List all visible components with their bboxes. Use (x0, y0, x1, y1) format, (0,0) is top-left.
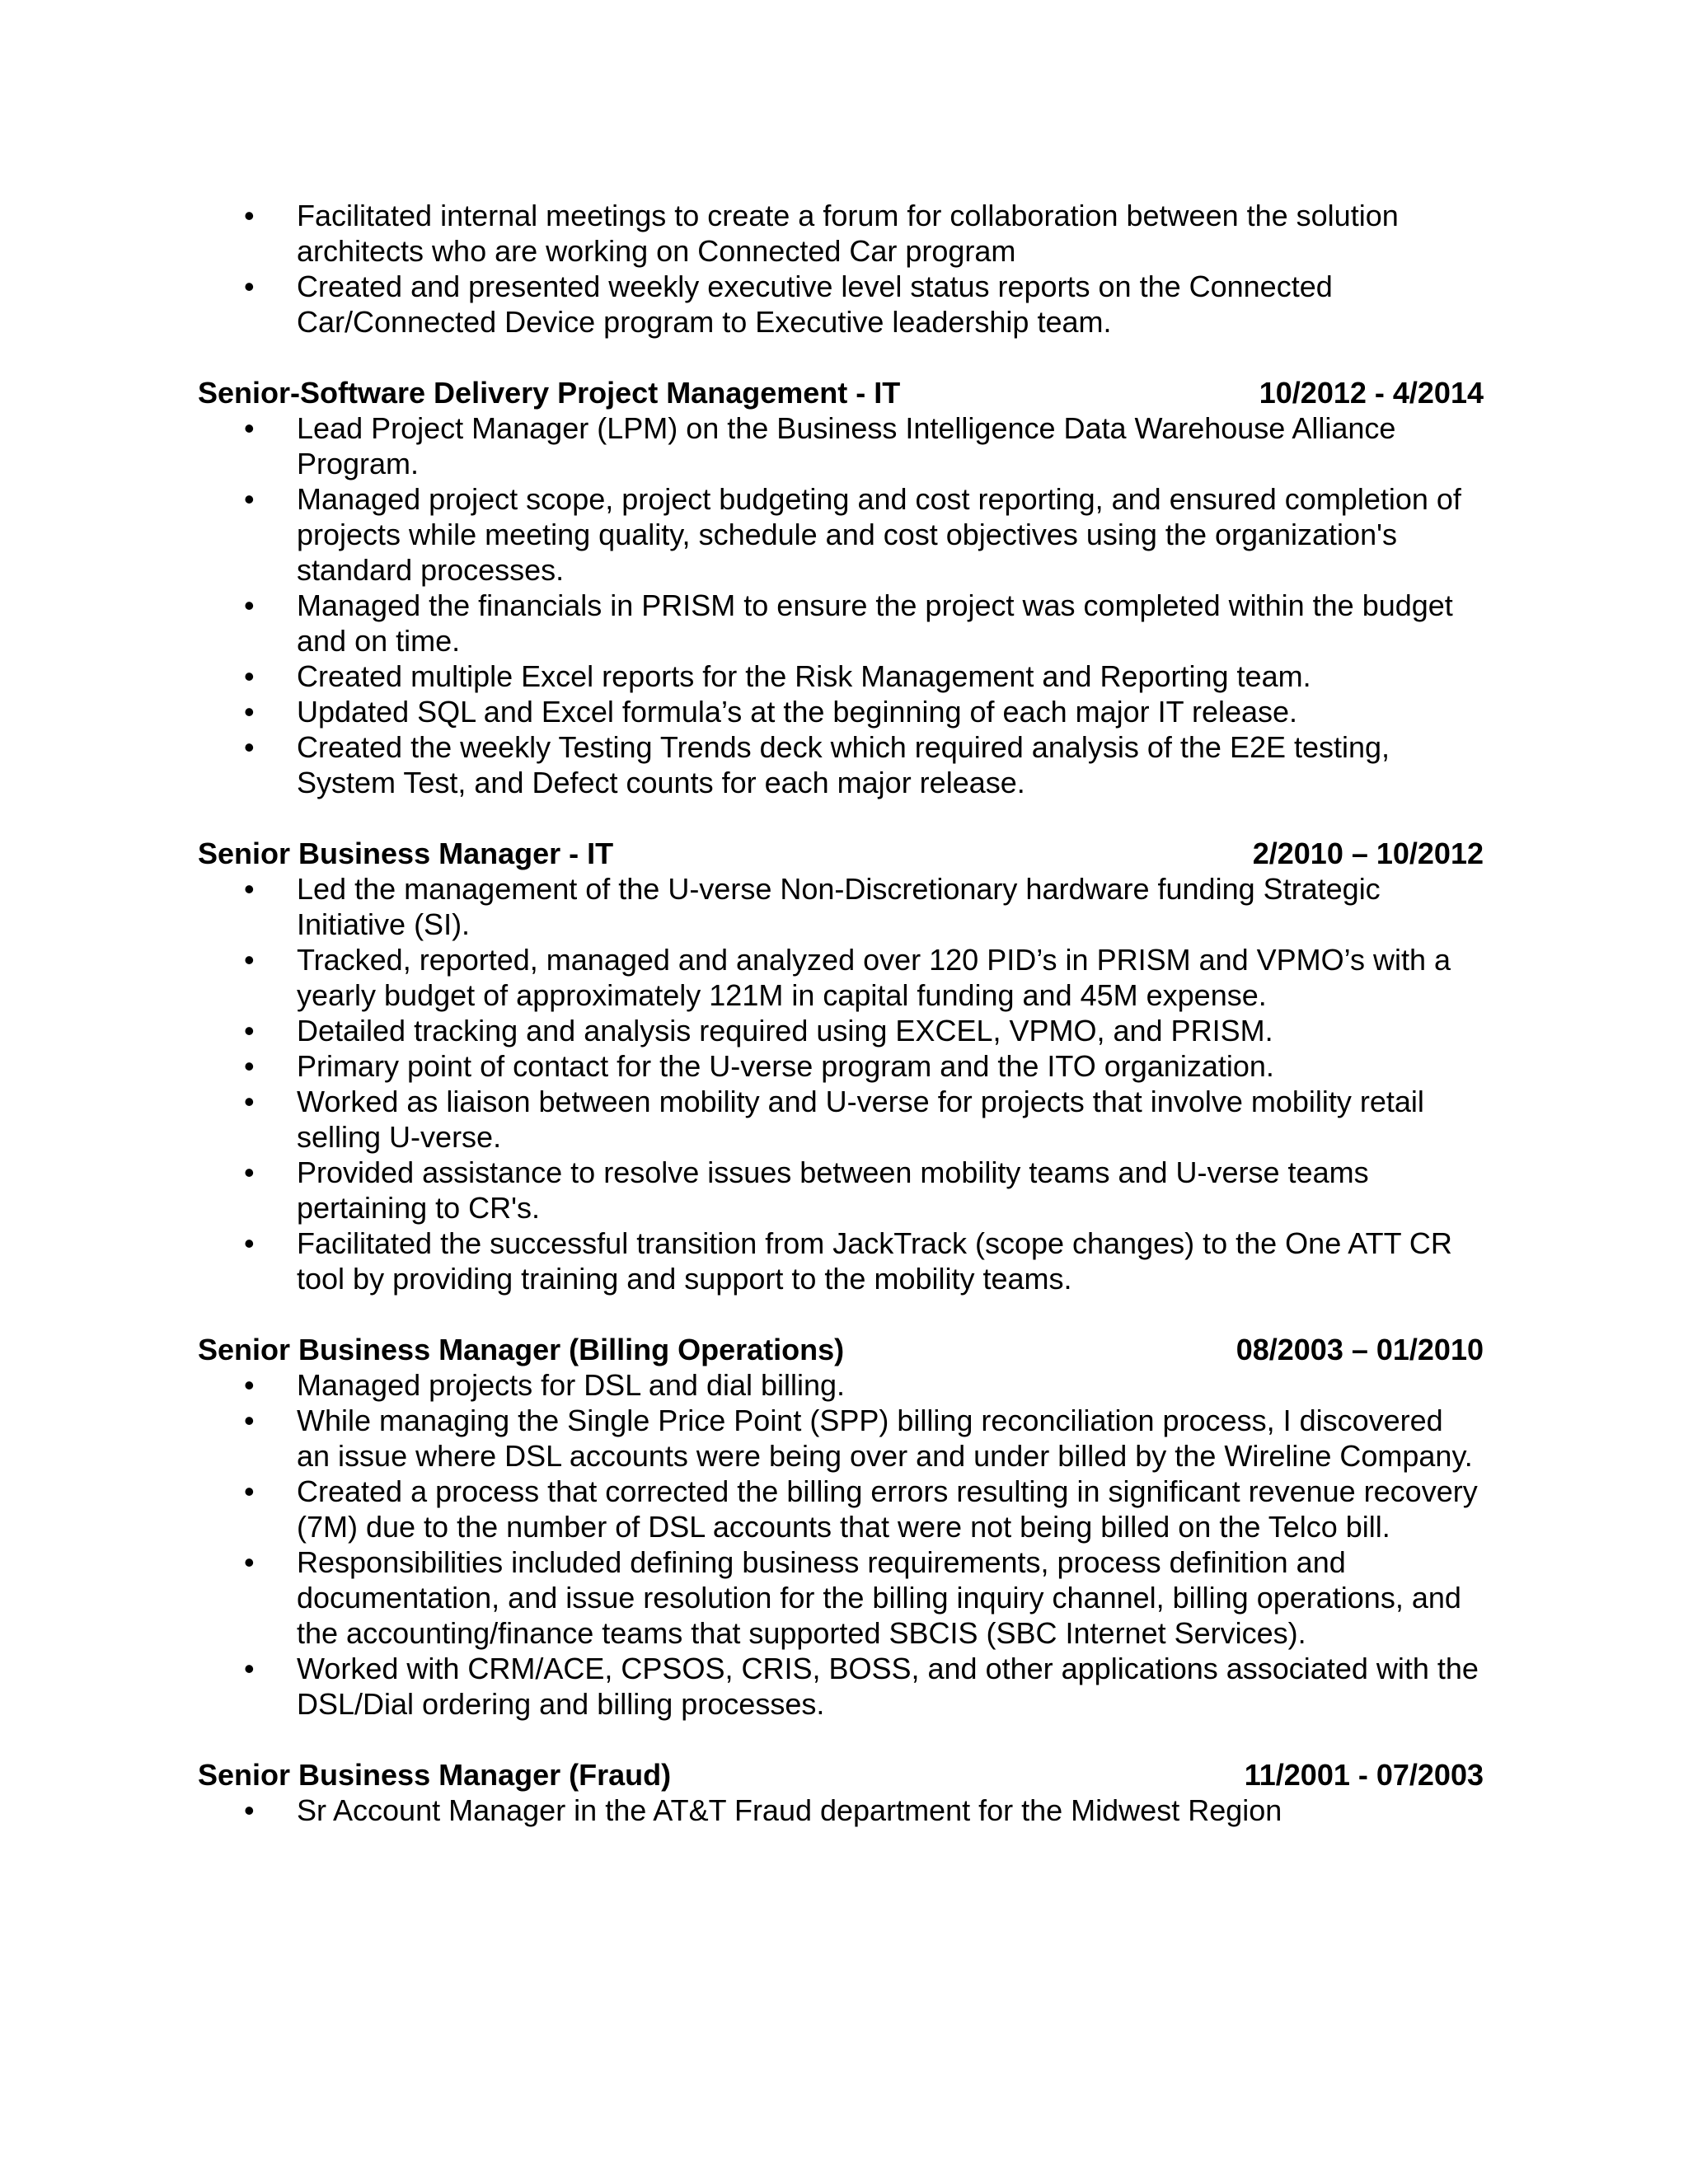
job-dates: 11/2001 - 07/2003 (1244, 1758, 1484, 1792)
list-item: • Created and presented weekly executive level status reports on the Connected Car/Connected Device program to Executive leadership team. (198, 269, 1484, 340)
list-item: • Facilitated internal meetings to create a forum for collaboration between the solution architects who are working on Connected Car program (198, 198, 1484, 269)
list-item: • Worked as liaison between mobility and U-verse for projects that involve mobility retail selling U-verse. (198, 1084, 1484, 1155)
job-bullet-list (198, 871, 1484, 1296)
list-item: • Provided assistance to resolve issues between mobility teams and U-verse teams pertaining to CR's. (198, 1155, 1484, 1226)
job-section-fraud (198, 1757, 1484, 1828)
job-header (198, 836, 1484, 871)
list-item: • Managed project scope, project budgeting and cost reporting, and ensured completion of projects while meeting quality, schedule and cost objectives using the organization's standard processes. (198, 481, 1484, 588)
job-header (198, 1757, 1484, 1793)
job-dates: 08/2003 – 01/2010 (1236, 1333, 1484, 1366)
list-item: • Primary point of contact for the U-verse program and the ITO organization. (198, 1048, 1484, 1084)
list-item: • Created a process that corrected the billing errors resulting in significant revenue recovery (7M) due to the number of DSL accounts that were not being billed on the Telco bill. (198, 1474, 1484, 1544)
list-item: • Managed the financials in PRISM to ensure the project was completed within the budget and on time. (198, 588, 1484, 658)
job-title: Senior Business Manager (Fraud) (198, 1758, 672, 1792)
list-item: • Worked with CRM/ACE, CPSOS, CRIS, BOSS, and other applications associated with the DSL/Dial ordering and billing processes. (198, 1651, 1484, 1722)
job-section-delivery-pm (198, 375, 1484, 800)
job-title: Senior-Software Delivery Project Management - IT (198, 376, 901, 410)
list-item: • Created the weekly Testing Trends deck which required analysis of the E2E testing, System Test, and Defect counts for each major release. (198, 729, 1484, 800)
job-bullet-list (198, 1793, 1484, 1828)
job-header (198, 1332, 1484, 1367)
list-item: • Facilitated the successful transition from JackTrack (scope changes) to the One ATT CR tool by providing training and support to the mobility teams. (198, 1226, 1484, 1296)
list-item: • Created multiple Excel reports for the Risk Management and Reporting team. (198, 658, 1484, 694)
list-item: • Updated SQL and Excel formula’s at the beginning of each major IT release. (198, 694, 1484, 729)
job-dates: 2/2010 – 10/2012 (1252, 837, 1484, 870)
job-bullet-list (198, 1367, 1484, 1722)
list-item: • Managed projects for DSL and dial billing. (198, 1367, 1484, 1403)
job-header (198, 375, 1484, 410)
list-item: • Sr Account Manager in the AT&T Fraud department for the Midwest Region (198, 1793, 1484, 1828)
job-title: Senior Business Manager - IT (198, 837, 614, 870)
list-item: • Lead Project Manager (LPM) on the Business Intelligence Data Warehouse Alliance Program. (198, 410, 1484, 481)
list-item: • Responsibilities included defining business requirements, process definition and documentation, and issue resolution for the billing inquiry channel, billing operations, and the accounting/finance teams that supported SBCIS (SBC Internet Services). (198, 1544, 1484, 1651)
intro-bullet-list (198, 198, 1484, 340)
list-item: • Detailed tracking and analysis required using EXCEL, VPMO, and PRISM. (198, 1013, 1484, 1048)
resume-page (198, 198, 1484, 1828)
list-item: • While managing the Single Price Point (SPP) billing reconciliation process, I discovered an issue where DSL accounts were being over and under billed by the Wireline Company. (198, 1403, 1484, 1474)
list-item: • Led the management of the U-verse Non-Discretionary hardware funding Strategic Initiative (SI). (198, 871, 1484, 942)
job-title: Senior Business Manager (Billing Operations) (198, 1333, 845, 1366)
list-item: • Tracked, reported, managed and analyzed over 120 PID’s in PRISM and VPMO’s with a yearly budget of approximately 121M in capital funding and 45M expense. (198, 942, 1484, 1013)
job-bullet-list (198, 410, 1484, 800)
job-dates: 10/2012 - 4/2014 (1259, 376, 1484, 410)
job-section-billing-operations (198, 1332, 1484, 1722)
job-section-business-manager-it (198, 836, 1484, 1296)
